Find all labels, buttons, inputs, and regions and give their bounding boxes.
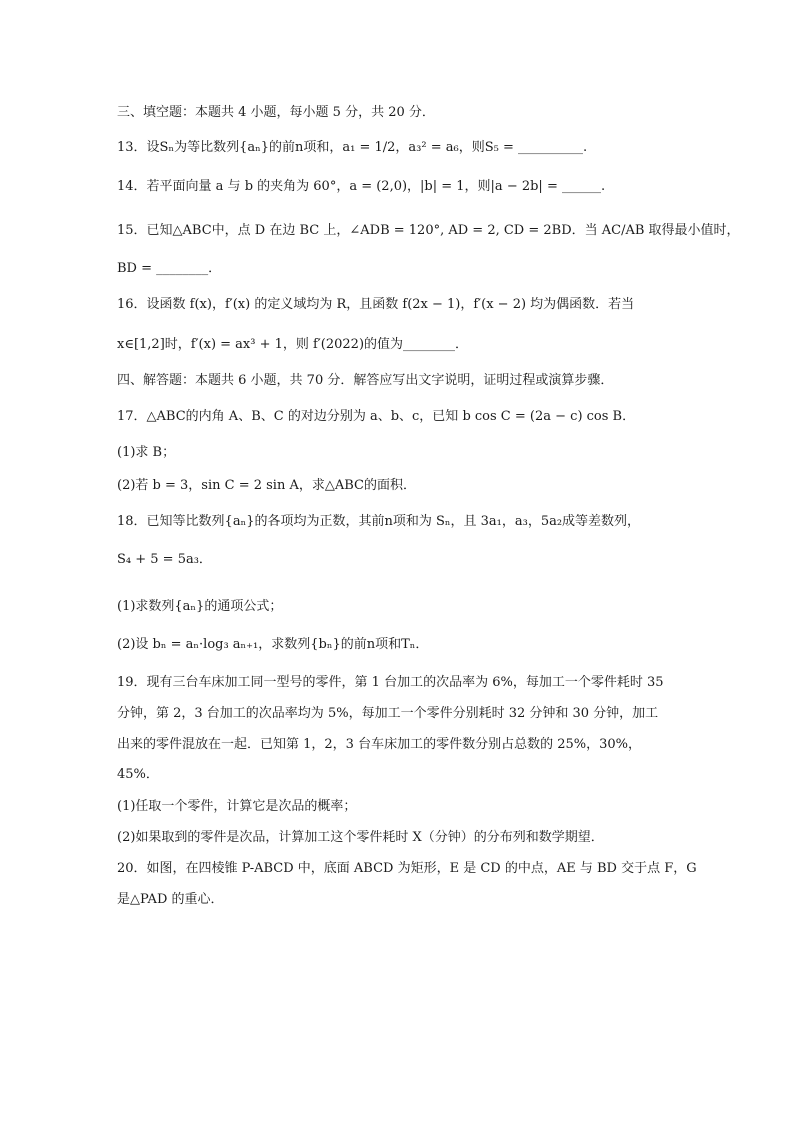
question-18-part-1: (1)求数列{aₙ}的通项公式； [117,599,283,614]
question-20-line-2: 是△PAD 的重心． [117,892,224,907]
question-19-part-2: (2)如果取到的零件是次品，计算加工这个零件耗时 X（分钟）的分布列和数学期望． [117,830,604,845]
question-15-line-1: 15．已知△ABC中，点 D 在边 BC 上，∠ADB = 120°, AD = 2, CD = 2BD．当 AC/AB 取得最小值时， [117,223,740,238]
question-19-line-2: 分钟，第 2，3 台加工的次品率均为 5%，每加工一个零件分别耗时 32 分钟和 30 分钟，加工 [117,706,659,721]
question-14: 14．若平面向量 a 与 b 的夹角为 60°，a = (2,0)，|b| = 1，则|a − 2b| = ______. [117,179,606,194]
question-20-line-1: 20．如图，在四棱锥 P-ABCD 中，底面 ABCD 为矩形，E 是 CD 的中点，AE 与 BD 交于点 F，G [117,861,697,876]
question-19-line-4: 45%． [117,767,159,782]
question-18-part-2: (2)设 bₙ = aₙ·log₃ aₙ₊₁，求数列{bₙ}的前n项和Tₙ． [117,637,429,652]
section-4-heading: 四、解答题：本题共 6 小题，共 70 分．解答应写出文字说明，证明过程或演算步骤． [117,373,614,388]
question-19-part-1: (1)任取一个零件，计算它是次品的概率； [117,799,357,814]
question-15-line-2: BD = ________． [117,261,222,276]
question-17-part-2: (2)若 b = 3，sin C = 2 sin A，求△ABC的面积． [117,478,416,493]
question-17-part-1: (1)求 B； [117,445,176,460]
question-18-line-2: S₄ + 5 = 5a₃． [117,552,212,567]
question-17-stem: 17．△ABC的内角 A、B、C 的对边分别为 a、b、c，已知 b cos C = (2a − c) cos B． [117,409,636,424]
question-19-line-1: 19．现有三台车床加工同一型号的零件，第 1 台加工的次品率为 6%，每加工一个零件耗时 35 [117,675,664,690]
question-16-line-2: x∈[1,2]时，f′(x) = ax³ + 1，则 f′(2022)的值为________． [117,337,469,352]
question-13: 13．设Sₙ为等比数列{aₙ}的前n项和，a₁ = 1/2，a₃² = a₆，则S₅ = __________. [117,140,588,155]
question-19-line-3: 出来的零件混放在一起．已知第 1，2，3 台车床加工的零件数分别占总数的 25%，30%， [117,737,641,752]
section-3-heading: 三、填空题：本题共 4 小题，每小题 5 分，共 20 分． [117,105,435,120]
question-18-line-1: 18．已知等比数列{aₙ}的各项均为正数，其前n项和为 Sₙ，且 3a₁，a₃，5a₂成等差数列， [117,514,641,529]
question-16-line-1: 16．设函数 f(x)，f′(x) 的定义域均为 R，且函数 f(2x − 1)，f′(x − 2) 均为偶函数．若当 [117,297,635,312]
